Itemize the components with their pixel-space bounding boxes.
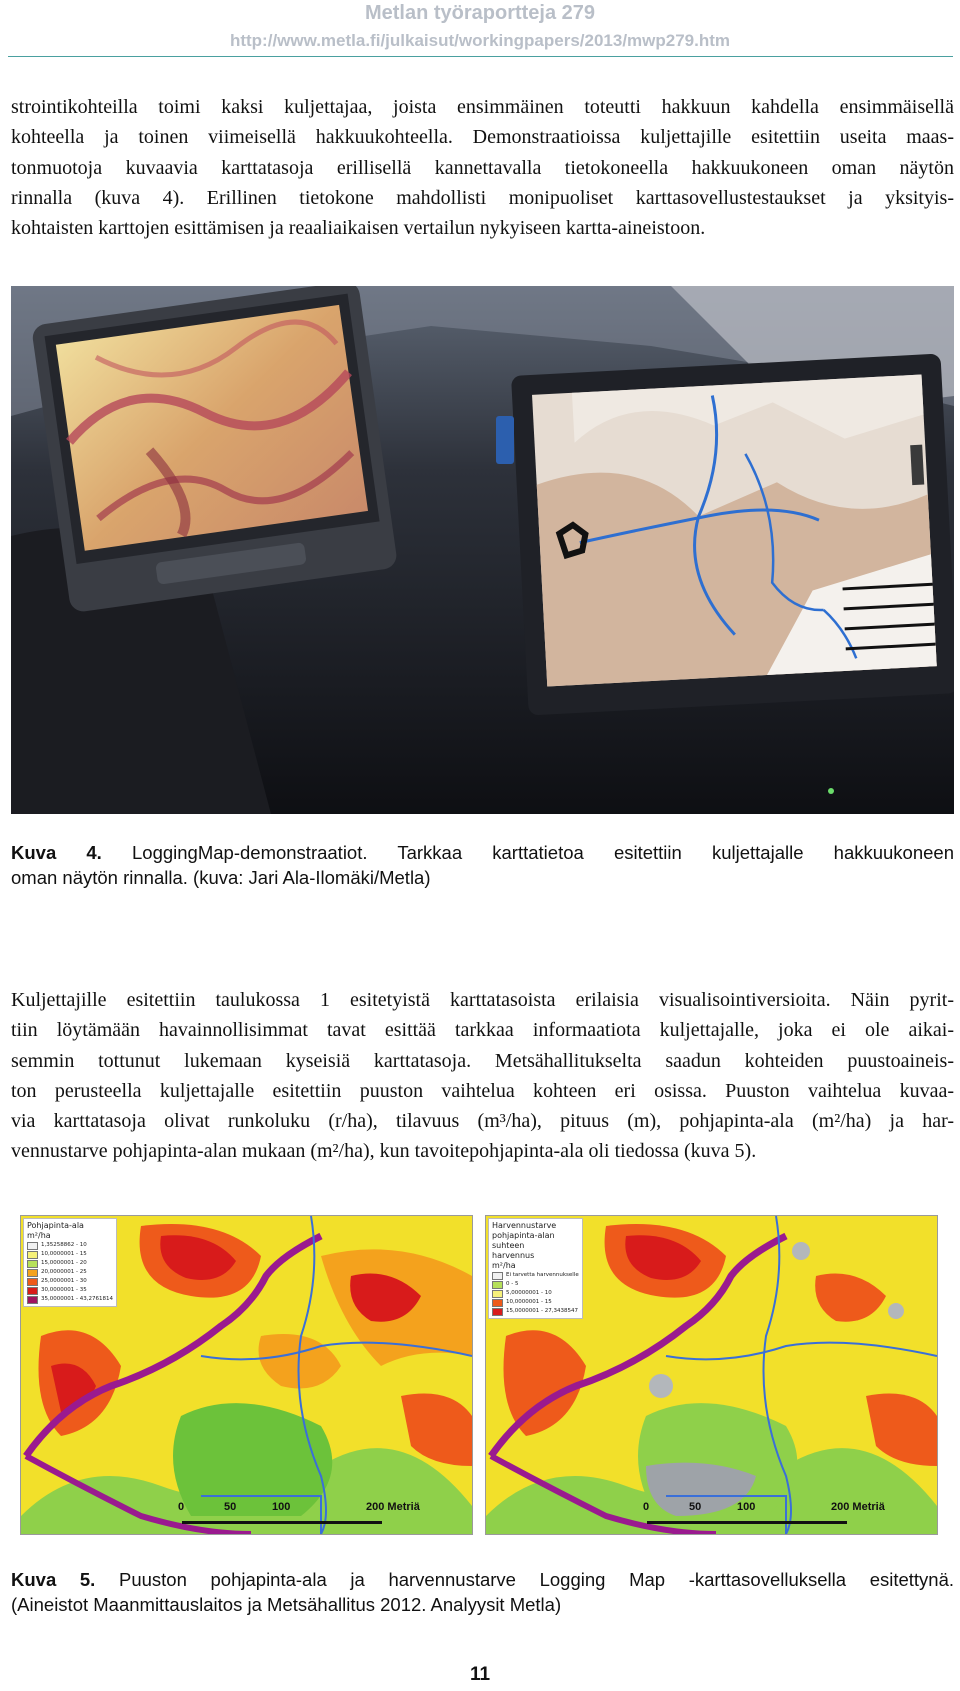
legend-swatch bbox=[492, 1290, 503, 1298]
header-divider bbox=[8, 56, 953, 57]
legend-swatch bbox=[492, 1281, 503, 1289]
paragraph-line: tonmuotoja kuvaavia karttatasoja erillisellä kannettavalla tietokoneella hakkuukoneen oman näytön bbox=[11, 156, 954, 179]
figure-4-photo bbox=[11, 286, 954, 814]
caption-line: (Aineistot Maanmittauslaitos ja Metsähallitus 2012. Analyysit Metla) bbox=[11, 1594, 562, 1615]
scale-tick: 100 bbox=[272, 1501, 291, 1513]
legend-entry bbox=[27, 1250, 113, 1259]
legend-swatch bbox=[492, 1299, 503, 1307]
legend-entry bbox=[492, 1271, 579, 1280]
scale-tick: 0 bbox=[643, 1501, 650, 1513]
legend-unit: m²/ha bbox=[492, 1261, 516, 1270]
legend-label: 25,0000001 - 30 bbox=[41, 1278, 87, 1284]
legend-label: 10,0000001 - 15 bbox=[41, 1251, 87, 1257]
legend-entry bbox=[27, 1241, 113, 1250]
legend-swatch bbox=[492, 1308, 503, 1316]
legend-unit: m²/ha bbox=[27, 1231, 51, 1240]
caption-label: Kuva 4. bbox=[11, 842, 102, 863]
legend-entry bbox=[492, 1289, 579, 1298]
legend-swatch bbox=[27, 1251, 38, 1259]
caption-line bbox=[11, 840, 954, 865]
map-scale-bar bbox=[641, 1501, 911, 1529]
legend-swatch bbox=[27, 1278, 38, 1286]
legend-subtitle: harvennus bbox=[492, 1251, 535, 1260]
paragraph-line: via karttatasoja olivat runkoluku (r/ha), tilavuus (m³/ha), pituus (m), pohjapinta-ala (m²/ha) ja har- bbox=[11, 1110, 954, 1133]
paragraph-line: rinnalla (kuva 4). Erillinen tietokone mahdollisti monipuoliset karttasovellustestaukset ja yksityis- bbox=[11, 186, 954, 209]
paragraph-line: ton perusteella kuljettajalle esitettiin puuston vaihtelua kohteen eri osissa. Puuston vaihtelua kuvaa- bbox=[11, 1079, 954, 1102]
legend-swatch bbox=[27, 1269, 38, 1277]
legend-entry bbox=[27, 1286, 113, 1295]
legend-entry bbox=[27, 1295, 113, 1304]
legend-title: Harvennustarve pohjapinta-alan suhteen bbox=[492, 1221, 557, 1250]
legend-swatch bbox=[27, 1260, 38, 1268]
thinning-need-legend bbox=[488, 1218, 583, 1319]
paragraph-line: strointikohteilla toimi kaksi kuljettajaa, joista ensimmäinen toteutti hakkuun kahdella ensimmäisellä bbox=[11, 96, 954, 118]
page-number: 11 bbox=[469, 1664, 491, 1685]
caption-line bbox=[11, 1567, 954, 1592]
caption-line: oman näytön rinnalla. (kuva: Jari Ala-Ilomäki/Metla) bbox=[11, 867, 431, 888]
legend-swatch bbox=[27, 1287, 38, 1295]
legend-swatch bbox=[492, 1272, 503, 1280]
scale-tick: 50 bbox=[689, 1501, 702, 1513]
paragraph-line: kohteella ja toinen viimeisellä hakkuukohteella. Demonstraatioissa kuljettajille esitettiin useita maas- bbox=[11, 126, 954, 149]
scale-tick: 50 bbox=[224, 1501, 237, 1513]
legend-label: 30,0000001 - 35 bbox=[41, 1287, 87, 1293]
scale-line bbox=[182, 1521, 382, 1524]
caption-label: Kuva 5. bbox=[11, 1569, 96, 1590]
map-scale-bar bbox=[176, 1501, 446, 1529]
scale-tick: 100 bbox=[737, 1501, 756, 1513]
legend-entry bbox=[27, 1259, 113, 1268]
legend-swatch bbox=[27, 1242, 38, 1250]
publication-series-title: Metlan työraportteja 279 bbox=[364, 2, 596, 24]
figure-4-caption bbox=[11, 840, 954, 890]
publication-url[interactable]: http://www.metla.fi/julkaisut/workingpapers/2013/mwp279.htm bbox=[229, 31, 731, 50]
scale-line bbox=[647, 1521, 847, 1524]
body-paragraph-1 bbox=[11, 92, 954, 243]
legend-entry bbox=[492, 1280, 579, 1289]
legend-label: Ei tarvetta harvennukselle bbox=[506, 1272, 579, 1278]
scale-tick: 200 Metriä bbox=[366, 1501, 420, 1513]
legend-entry bbox=[27, 1268, 113, 1277]
legend-entry bbox=[492, 1307, 579, 1316]
legend-label: 15,0000001 - 27,3438547 bbox=[506, 1308, 578, 1314]
caption-text: Puuston pohjapinta-ala ja harvennustarve Logging Map -karttasovelluksella esitettynä. bbox=[118, 1569, 955, 1590]
legend-entry bbox=[27, 1277, 113, 1286]
caption-text: LoggingMap-demonstraatiot. Tarkkaa karttatietoa esitettiin kuljettajalle hakkuukoneen bbox=[132, 842, 955, 863]
figure-5-caption bbox=[11, 1567, 954, 1617]
legend-label: 0 - 5 bbox=[506, 1281, 519, 1287]
legend-label: 35,0000001 - 43,2761814 bbox=[41, 1296, 113, 1302]
cab-photo-illustration bbox=[11, 286, 954, 814]
legend-label: 10,0000001 - 15 bbox=[506, 1299, 552, 1305]
body-paragraph-2 bbox=[11, 985, 954, 1167]
legend-label: 20,0000001 - 25 bbox=[41, 1269, 87, 1275]
basal-area-legend bbox=[23, 1218, 117, 1307]
paragraph-line: Kuljettajille esitettiin taulukossa 1 esitetyistä karttatasoista erilaisia visualisointiversioita. Näin pyrit- bbox=[11, 989, 954, 1011]
legend-entry bbox=[492, 1298, 579, 1307]
paragraph-line: vennustarve pohjapinta-alan mukaan (m²/ha), kun tavoitepohjapinta-ala oli tiedossa (kuva 5). bbox=[11, 1140, 757, 1163]
paragraph-line: semmin tottunut lukemaan kyseisiä karttatasoja. Metsähallitukselta saadun kohteiden puustoaineis- bbox=[11, 1049, 954, 1072]
paragraph-line: tiin löytämään havainnollisimmat tavat esittää tarkkaa informaatiota kuljettajalle, joka ei ole aikai- bbox=[11, 1019, 954, 1042]
scale-tick: 0 bbox=[178, 1501, 185, 1513]
legend-title: Pohjapinta-ala bbox=[27, 1221, 84, 1230]
legend-swatch bbox=[27, 1296, 38, 1304]
legend-label: 5,00000001 - 10 bbox=[506, 1290, 552, 1296]
paragraph-line: kohtaisten karttojen esittämisen ja reaaliaikaisen vertailun nykyiseen kartta-aineistoon. bbox=[11, 217, 706, 240]
thinning-need-map bbox=[485, 1215, 938, 1535]
basal-area-map bbox=[20, 1215, 473, 1535]
scale-tick: 200 Metriä bbox=[831, 1501, 885, 1513]
legend-label: 1,35258862 - 10 bbox=[41, 1242, 87, 1248]
legend-label: 15,0000001 - 20 bbox=[41, 1260, 87, 1266]
